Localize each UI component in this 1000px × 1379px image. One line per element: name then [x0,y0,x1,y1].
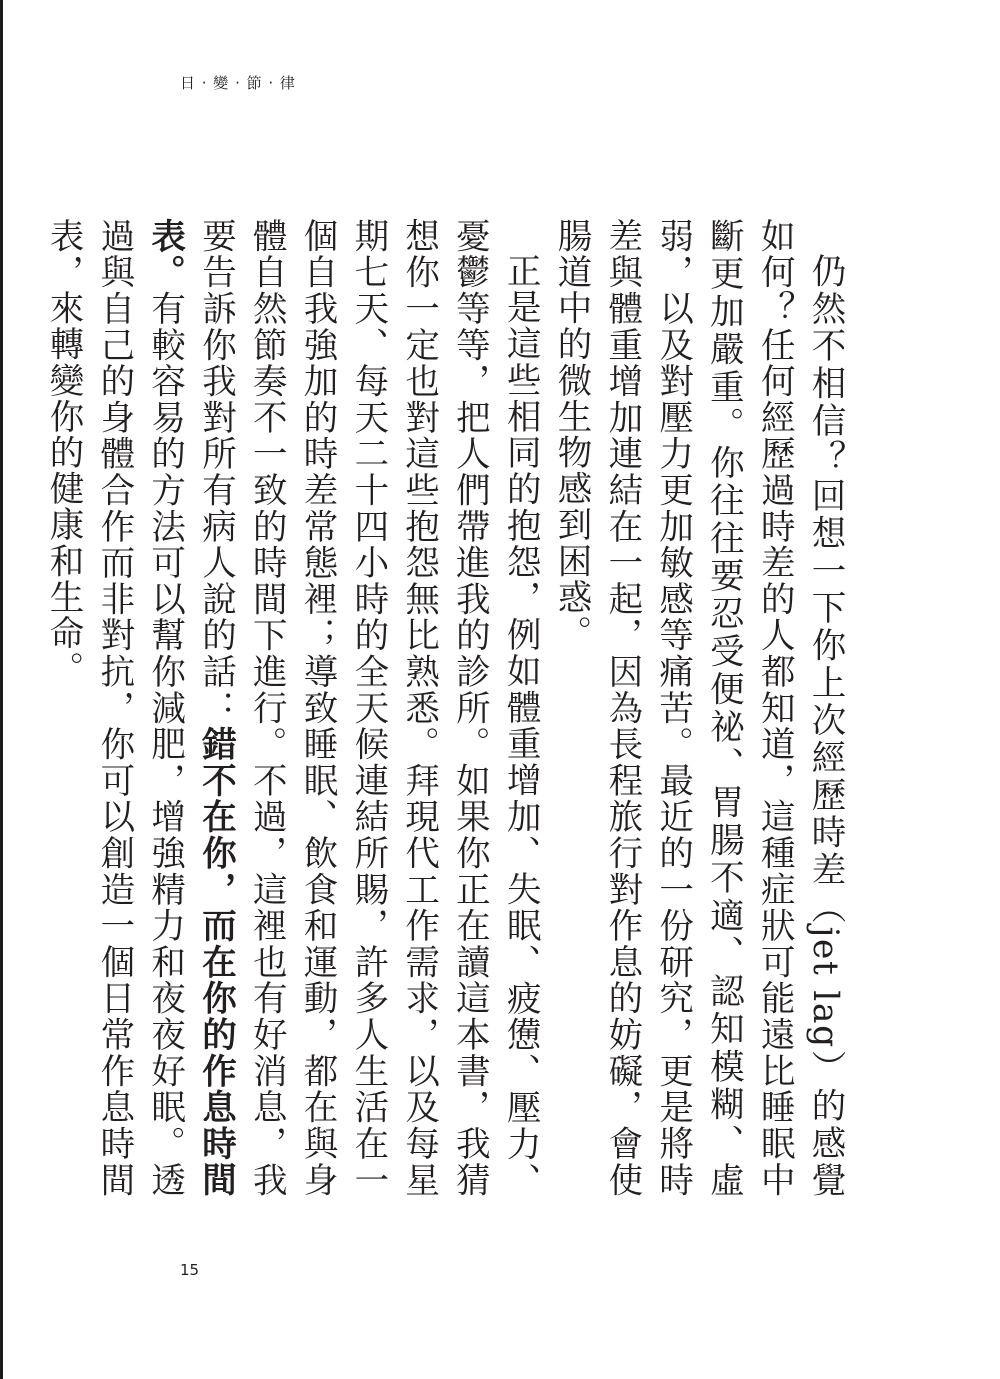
paragraph-2 [37,218,545,1198]
page-number: 15 [180,1261,200,1279]
paragraph-1: 仍然不相信？回想一下你上次經歷時差（jet lag）的感覺如何？任何經歷過時差的人都知道，這種症狀可能遠比睡眠中斷更加嚴重。你往往要忍受便祕、胃腸不適、認知模糊、虛弱，以及對壓力更加敏感等痛苦。最近的一份研究，更是將時差與體重增加連結在一起，因為長程旅行對作息的妨礙，會使腸道中的微生物感到困惑。 [551,218,845,1198]
paragraph-2-bold-emphasis: 錯不在你，而在你的作息時間表。 [144,218,236,1198]
paragraph-2-text-a: 正是這些相同的抱怨，例如體重增加、失眠、疲憊、壓力、憂鬱等等，把人們帶進我的診所。如果你正在讀這本書，我猜想你一定也對這些抱怨無比熟悉。拜現代工作需求，以及每星期七天、每天二十四小時的全天候連結所賜，許多人生活在一個自我強加的時差常態裡；導致睡眠、飲食和運動，都在與身體自然節奏不一致的時間下進行。不過，這裡也有好消息，我要告訴你我對所有病人說的話： [195,218,541,1198]
body-text [43,218,850,1198]
paragraph-2-text-b: 有較容易的方法可以幫你減肥，增強精力和夜夜好眠。透過與自己的身體合作而非對抗，你可以創造一個日常作息時間表，來轉變你的健康和生命。 [43,218,185,1198]
running-header: 日 · 變 · 節 · 律 [180,74,296,92]
page-binding-edge [0,0,3,1379]
